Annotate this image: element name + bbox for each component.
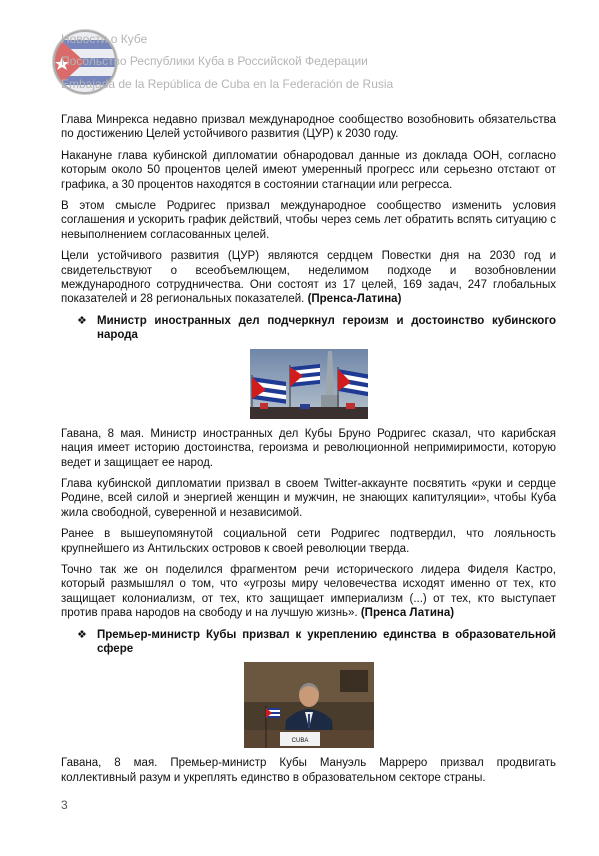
document-header bbox=[61, 32, 541, 100]
header-embassy-ru: Посольство Республики Куба в Российской Федерации bbox=[61, 54, 368, 68]
article1-paragraph-4 bbox=[61, 249, 556, 307]
article2-photo bbox=[250, 349, 368, 419]
article2-paragraph-2: Глава кубинской дипломатии призвал в своем Twitter-аккаунте посвятить «руки и сердце Родине, всей силой и энергией женщин и мужчин, не знающих капитуляции», чтобы Куба жила свободной, суверенной и независимой. bbox=[61, 477, 556, 519]
article3-photo bbox=[244, 662, 374, 748]
header-title: Новости о Кубе bbox=[61, 32, 148, 46]
article2-heading-text: Министр иностранных дел подчеркнул героизм и достоинство кубинского народа bbox=[97, 314, 556, 342]
article1-paragraph-2: Накануне глава кубинской дипломатии обнародовал данные из доклада ООН, согласно которым около 50 процентов целей имеют умеренный прогресс или серьезно отстают от графика, а 30 процентов находятся в состоянии стагнации или регресса. bbox=[61, 149, 556, 191]
article2-paragraph-1: Гавана, 8 мая. Министр иностранных дел Кубы Бруно Родригес сказал, что карибская нация имеет историю достоинства, героизма и революционной непримиримости, которую ведет и защищает ее народ. bbox=[61, 427, 556, 469]
page-number: 3 bbox=[61, 798, 68, 812]
article3-heading bbox=[61, 628, 556, 657]
header-embassy-es: Embajada de la República de Cuba en la Federación de Rusia bbox=[61, 77, 394, 91]
article2-paragraph-4-text: Точно так же он поделился фрагментом речи исторического лидера Фиделя Кастро, который размышлял о том, что «угрозы миру человечества исходят именно от тех, кто защищает колониализм, от тех, кто защищает империализм (...) от тех, кто выступает против права народов на свободу и на лучшую жизнь». bbox=[61, 563, 556, 620]
article1-paragraph-4-text: Цели устойчивого развития (ЦУР) являются сердцем Повестки дня на 2030 год и свидетельствуют о всеобъемлющем, неделимом подходе и возобновлении международного сотрудничества. Они состоят из 17 целей, 169 задач, 247 глобальных показателей и 28 региональных показателей. bbox=[61, 250, 556, 306]
article1-paragraph-1: Глава Минрекса недавно призвал международное сообщество возобновить обязательства по достижению Целей устойчивого развития (ЦУР) к 2030 году. bbox=[61, 114, 556, 141]
document-body bbox=[61, 113, 556, 792]
article1-paragraph-3: В этом смысле Родригес призвал международное сообщество изменить условия соглашения и ускорить график действий, чтобы через семь лет обратить вспять ситуацию с невыполнением согласованных целей. bbox=[61, 200, 556, 241]
article2-heading bbox=[61, 314, 556, 343]
diamond-bullet-icon: ❖ bbox=[77, 314, 87, 327]
diamond-bullet-icon: ❖ bbox=[77, 628, 87, 641]
article2-paragraph-3: Ранее в вышеупомянутой социальной сети Родригес подтвердил, что лояльность крупнейшего из Антильских островов к своей революции тверда. bbox=[61, 528, 556, 555]
article3-paragraph-1: Гавана, 8 мая. Премьер-министр Кубы Мануэль Марреро призвал продвигать коллективный разум и укреплять единство в образовательном секторе страны. bbox=[61, 757, 556, 784]
article3-heading-text: Премьер-министр Кубы призвал к укреплению единства в образовательной сфере bbox=[97, 628, 556, 655]
placard-text: CUBA bbox=[291, 738, 308, 745]
article2-source: (Пренса Латина) bbox=[360, 607, 455, 620]
article2-paragraph-4 bbox=[61, 563, 556, 621]
article1-source: (Пренса-Латина) bbox=[307, 293, 402, 306]
